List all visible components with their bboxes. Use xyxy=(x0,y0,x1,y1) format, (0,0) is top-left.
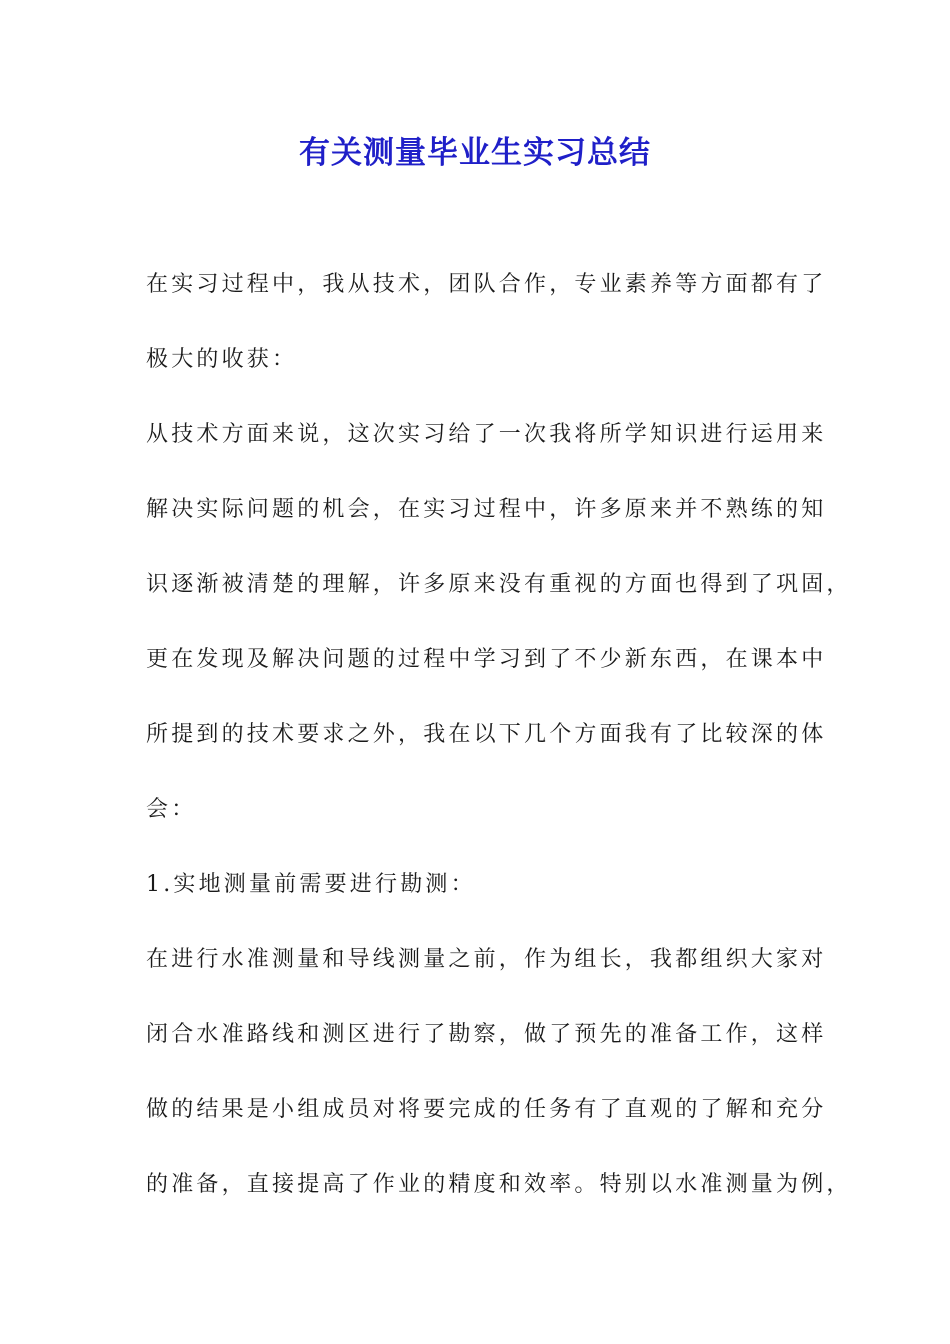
body-line: 的准备，直接提高了作业的精度和效率。特别以水准测量为例， xyxy=(146,1172,852,1197)
body-line: 会： xyxy=(146,797,197,822)
body-line: 做的结果是小组成员对将要完成的任务有了直观的了解和充分 xyxy=(146,1097,827,1122)
body-line: 更在发现及解决问题的过程中学习到了不少新东西，在课本中 xyxy=(146,647,827,672)
body-line: 在实习过程中，我从技术，团队合作，专业素养等方面都有了 xyxy=(146,272,827,297)
section-heading: 1.实地测量前需要进行勘测： xyxy=(146,872,476,897)
body-line: 所提到的技术要求之外，我在以下几个方面我有了比较深的体 xyxy=(146,722,827,747)
body-line: 解决实际问题的机会，在实习过程中，许多原来并不熟练的知 xyxy=(146,497,827,522)
body-line: 极大的收获： xyxy=(146,347,298,372)
body-line: 闭合水准路线和测区进行了勘察，做了预先的准备工作，这样 xyxy=(146,1022,827,1047)
body-line: 识逐渐被清楚的理解，许多原来没有重视的方面也得到了巩固， xyxy=(146,572,852,597)
document-title: 有关测量毕业生实习总结 xyxy=(299,135,651,171)
document-body xyxy=(146,262,852,1237)
body-line: 在进行水准测量和导线测量之前，作为组长，我都组织大家对 xyxy=(146,947,827,972)
body-line: 从技术方面来说，这次实习给了一次我将所学知识进行运用来 xyxy=(146,422,827,447)
